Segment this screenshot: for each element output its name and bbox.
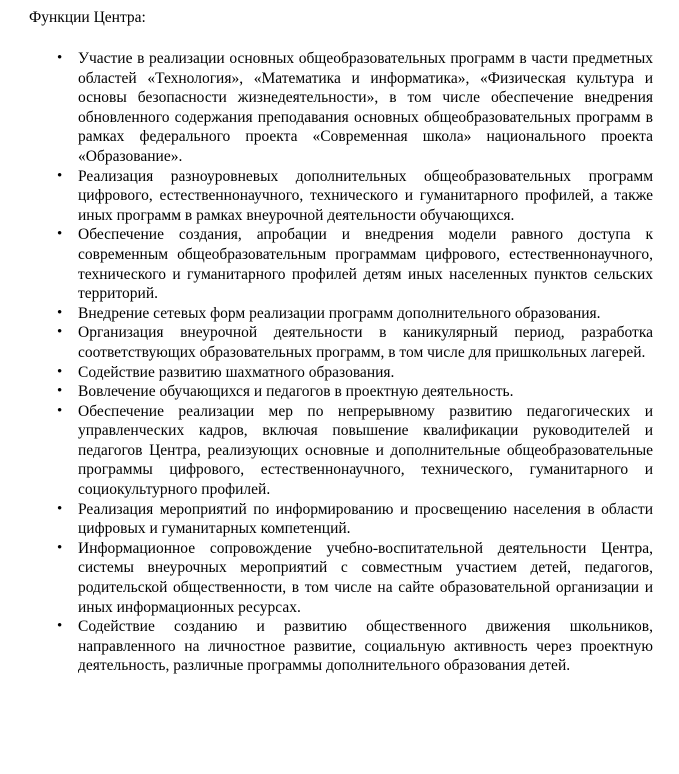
bullet-icon: • — [57, 539, 63, 556]
list-item-text: Внедрение сетевых форм реализации программ дополнительного образования. — [78, 304, 601, 322]
bullet-icon: • — [57, 500, 63, 517]
list-item-text: Организация внеурочной деятельности в каникулярный период, разработка соответствующих образовательных программ, в том числе для пришкольных лагерей. — [78, 324, 653, 361]
bullet-icon: • — [57, 304, 63, 321]
list-item-text: Обеспечение создания, апробации и внедрения модели равного доступа к современным общеобразовательным программам цифрового, естественнонаучного, технического и гуманитарного профилей детям иных населенных пунктов сельских территорий. — [78, 226, 653, 303]
list-item-text: Содействие созданию и развитию общественного движения школьников, направленного на личностное развитие, социальную активность через проектную деятельность, различные программы дополнительного образования детей. — [78, 618, 653, 675]
list-item — [0, 323, 653, 362]
list-item — [0, 225, 653, 303]
list-item — [0, 49, 653, 167]
list-item-text: Реализация мероприятий по информированию и просвещению населения в области цифровых и гуманитарных компетенций. — [78, 500, 653, 538]
list-item — [0, 500, 653, 539]
bullet-icon: • — [57, 50, 63, 66]
list-item-text: Содействие развитию шахматного образования. — [78, 363, 395, 381]
list-item-text: Обеспечение реализации мер по непрерывному развитию педагогических и управленческих кадров, включая повышение квалификации руководителей и педагогов Центра, реализующих основные и дополнительные общеобразовательные программы цифрового, естественнонаучного, технического, гуманитарного и социокультурного профилей. — [78, 402, 653, 499]
list-item-text: Вовлечение обучающихся и педагогов в проектную деятельность. — [78, 383, 514, 401]
functions-list — [0, 49, 679, 676]
list-item-text: Участие в реализации основных общеобразовательных программ в части предметных областей «Технология», «Математика и информатика», «Физическая культура и основы безопасности жизнедеятельности», в том числе обеспечение внедрения обновленного содержания преподавания основных общеобразовательных программ в рамках федерального проекта «Современная школа» национального проекта «Образование». — [78, 50, 653, 165]
list-item — [0, 167, 653, 226]
list-item — [0, 304, 653, 324]
bullet-icon: • — [57, 226, 63, 243]
bullet-icon: • — [57, 167, 63, 184]
bullet-icon: • — [57, 324, 63, 341]
bullet-icon: • — [57, 383, 63, 400]
list-item — [0, 363, 653, 383]
list-item — [0, 402, 653, 500]
bullet-icon: • — [57, 618, 63, 635]
list-item-text: Информационное сопровождение учебно-воспитательной деятельности Центра, системы внеурочных мероприятий с совместным участием детей, педагогов, родительской общественности, в том числе на сайте образовательной организации и иных информационных ресурсах. — [78, 539, 653, 616]
section-heading: Функции Центра: — [29, 9, 146, 26]
list-item-text: Реализация разноуровневых дополнительных общеобразовательных программ цифрового, естественнонаучного, технического и гуманитарного профилей, а также иных программ в рамках внеурочной деятельности обучающихся. — [78, 167, 653, 224]
bullet-icon: • — [57, 402, 63, 419]
list-item — [0, 617, 653, 676]
list-item — [0, 539, 653, 617]
bullet-icon: • — [57, 363, 63, 380]
list-item — [0, 382, 653, 402]
